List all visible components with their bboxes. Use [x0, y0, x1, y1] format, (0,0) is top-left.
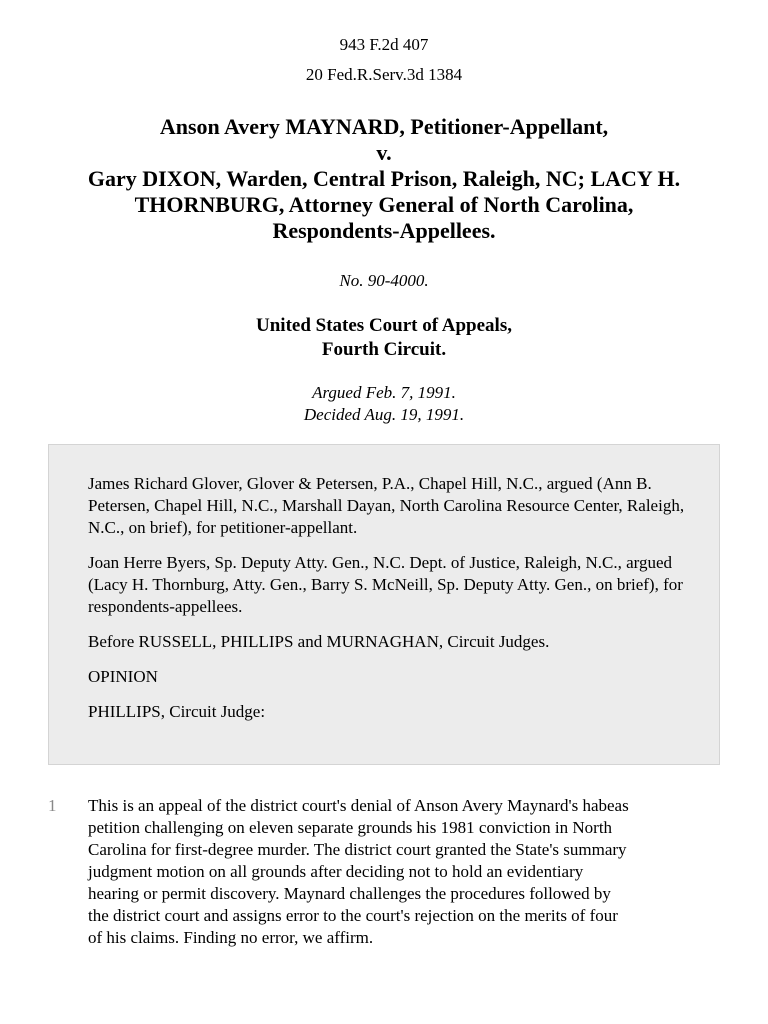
counsel-appellant: James Richard Glover, Glover & Petersen, P.A., Chapel Hill, N.C., argued (Ann B. Petersen, Chapel Hill, N.C., Marshall Dayan, North Carolina Resource Center, Raleigh, N.C., on brief), for petitioner-appellant.	[88, 474, 685, 537]
decided-date: Decided Aug. 19, 1991.	[303, 405, 465, 424]
court-name-line: United States Court of Appeals,	[256, 315, 512, 336]
paragraph-line: the district court and assigns error to the court's rejection on the merits of four	[88, 906, 618, 925]
counsel-appellees: Joan Herre Byers, Sp. Deputy Atty. Gen., N.C. Dept. of Justice, Raleigh, N.C., argued (Lacy H. Thornburg, Atty. Gen., Barry S. McNeill, Sp. Deputy Atty. Gen., on brief), for respondents-appellees.	[88, 553, 683, 616]
court-name	[0, 314, 768, 362]
caption-line: Gary DIXON, Warden, Central Prison, Raleigh, NC; LACY H.	[87, 166, 681, 191]
argued-date: Argued Feb. 7, 1991.	[312, 383, 456, 402]
paragraph-line: judgment motion on all grounds after deciding not to hold an evidentiary	[88, 862, 584, 881]
paragraph-line: petition challenging on eleven separate grounds his 1981 conviction in North	[88, 818, 613, 837]
caption-line: Respondents-Appellees.	[272, 218, 496, 243]
panel-judges: Before RUSSELL, PHILLIPS and MURNAGHAN, Circuit Judges.	[88, 632, 550, 651]
citation-reporter: 943 F.2d 407	[339, 35, 429, 54]
paragraph-text	[88, 795, 733, 949]
caption-line: v.	[376, 140, 392, 165]
case-caption	[30, 114, 738, 244]
paragraph-line: Carolina for first-degree murder. The district court granted the State's summary	[88, 840, 627, 859]
court-circuit-line: Fourth Circuit.	[321, 339, 447, 360]
headnote-box	[48, 444, 720, 765]
citation-fed-rules: 20 Fed.R.Serv.3d 1384	[305, 65, 463, 84]
opinion-author: PHILLIPS, Circuit Judge:	[88, 702, 266, 721]
caption-line: Anson Avery MAYNARD, Petitioner-Appellant,	[159, 114, 609, 139]
paragraph-line: of his claims. Finding no error, we affirm.	[88, 928, 374, 947]
opinion-heading: OPINION	[88, 667, 158, 686]
docket-number: No. 90-4000.	[339, 271, 429, 290]
case-dates	[0, 382, 768, 426]
paragraph-line: This is an appeal of the district court's denial of Anson Avery Maynard's habeas	[88, 796, 629, 815]
paragraph-line: hearing or permit discovery. Maynard challenges the procedures followed by	[88, 884, 611, 903]
paragraph-number: 1	[48, 796, 57, 815]
caption-line: THORNBURG, Attorney General of North Carolina,	[134, 192, 634, 217]
